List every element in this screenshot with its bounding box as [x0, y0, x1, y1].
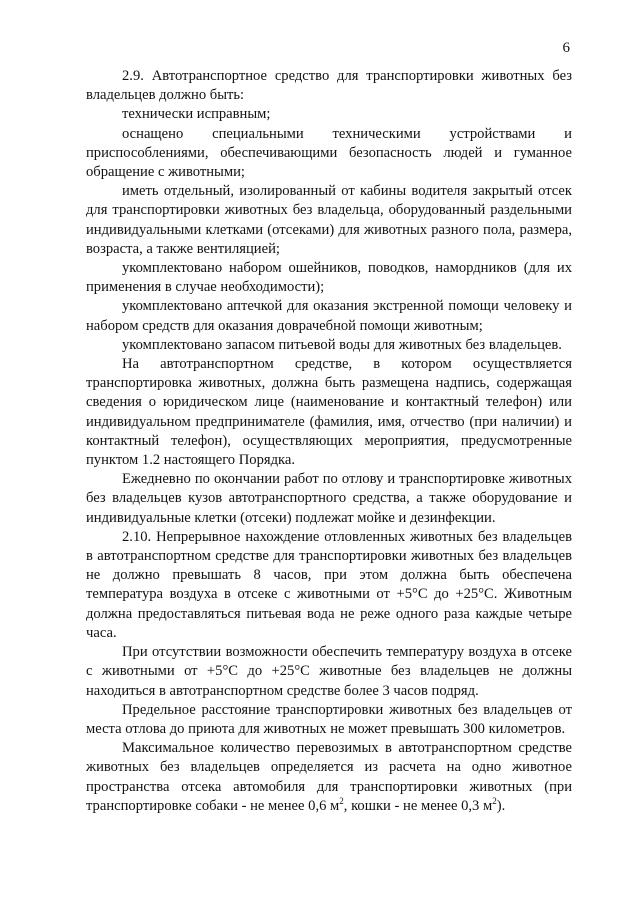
paragraph-water-supply: укомплектовано запасом питьевой воды для животных без владельцев. — [122, 336, 562, 353]
paragraph-daily-disinfection: Ежедневно по окончании работ по отлову и транспортировке животных без владельцев кузов автотранспортного средства, а также оборудование и индивидуальные клетки (отсеки) подлежат мойке и дезинфекции. — [86, 471, 572, 526]
document-body — [86, 67, 572, 816]
text-segment: Максимальное количество перевозимых в автотранспортном средстве животных без владельцев определяется из расчета на одно животное пространства отсека автомобиля для транспортировки животных (при транспортировке собаки - не менее 0,6 м — [86, 740, 572, 814]
superscript: 2 — [492, 795, 497, 806]
page-number: 6 — [562, 40, 570, 56]
paragraph-temperature-limit: При отсутствии возможности обеспечить температуру воздуха в отсеке с животными от +5°С до +25°С животные без владельцев не должны находиться в автотранспортном средстве более 3 часов подряд. — [86, 644, 572, 699]
paragraph-separate-compartment: иметь отдельный, изолированный от кабины водителя закрытый отсек для транспортировки животных без владельца, оборудованный раздельными индивидуальными клетками (отсеками) для животных разного пола, размера, возраста, а также вентиляцией; — [86, 183, 572, 257]
paragraph-equipped-devices: оснащено специальными техническими устройствами и приспособлениями, обеспечивающими безопасность людей и гуманное обращение с животными; — [86, 125, 572, 181]
paragraph-technically-sound: технически исправным; — [122, 106, 271, 123]
paragraph-max-distance: Предельное расстояние транспортировки животных без владельцев от места отлова до приюта для животных не может превышать 300 километров. — [86, 701, 572, 737]
paragraph-first-aid-kit: укомплектовано аптечкой для оказания экстренной помощи человеку и набором средств для оказания доврачебной помощи животным; — [86, 298, 572, 334]
paragraph-2-9: 2.9. Автотранспортное средство для транспортировки животных без владельцев должно быть: — [86, 68, 572, 104]
text-segment: , кошки - не менее 0,3 м — [343, 797, 493, 814]
paragraph-collars-leashes: укомплектовано набором ошейников, поводков, намордников (для их применения в случае необходимости); — [86, 260, 572, 296]
superscript: 2 — [339, 795, 344, 806]
text-segment: ). — [496, 797, 506, 814]
paragraph-2-10: 2.10. Непрерывное нахождение отловленных животных без владельцев в автотранспортном средстве для транспортировки животных без владельцев не должно превышать 8 часов, при этом должна быть обеспечена температура воздуха в отсеке с животными от +5°С до +25°С. Животным должна предоставляться питьевая вода не реже одного раза каждые четыре часа. — [86, 528, 572, 641]
paragraph-vehicle-inscription: На автотранспортном средстве, в котором осуществляется транспортировка животных, должна быть размещена надпись, содержащая сведения о юридическом лице (наименование и контактный телефон) или индивидуальном предпринимателе (фамилия, имя, отчество (при наличии) и контактный телефон), осуществляющих мероприятия, предусмотренные пунктом 1.2 настоящего Порядка. — [86, 356, 572, 469]
paragraph-max-quantity — [86, 739, 572, 816]
